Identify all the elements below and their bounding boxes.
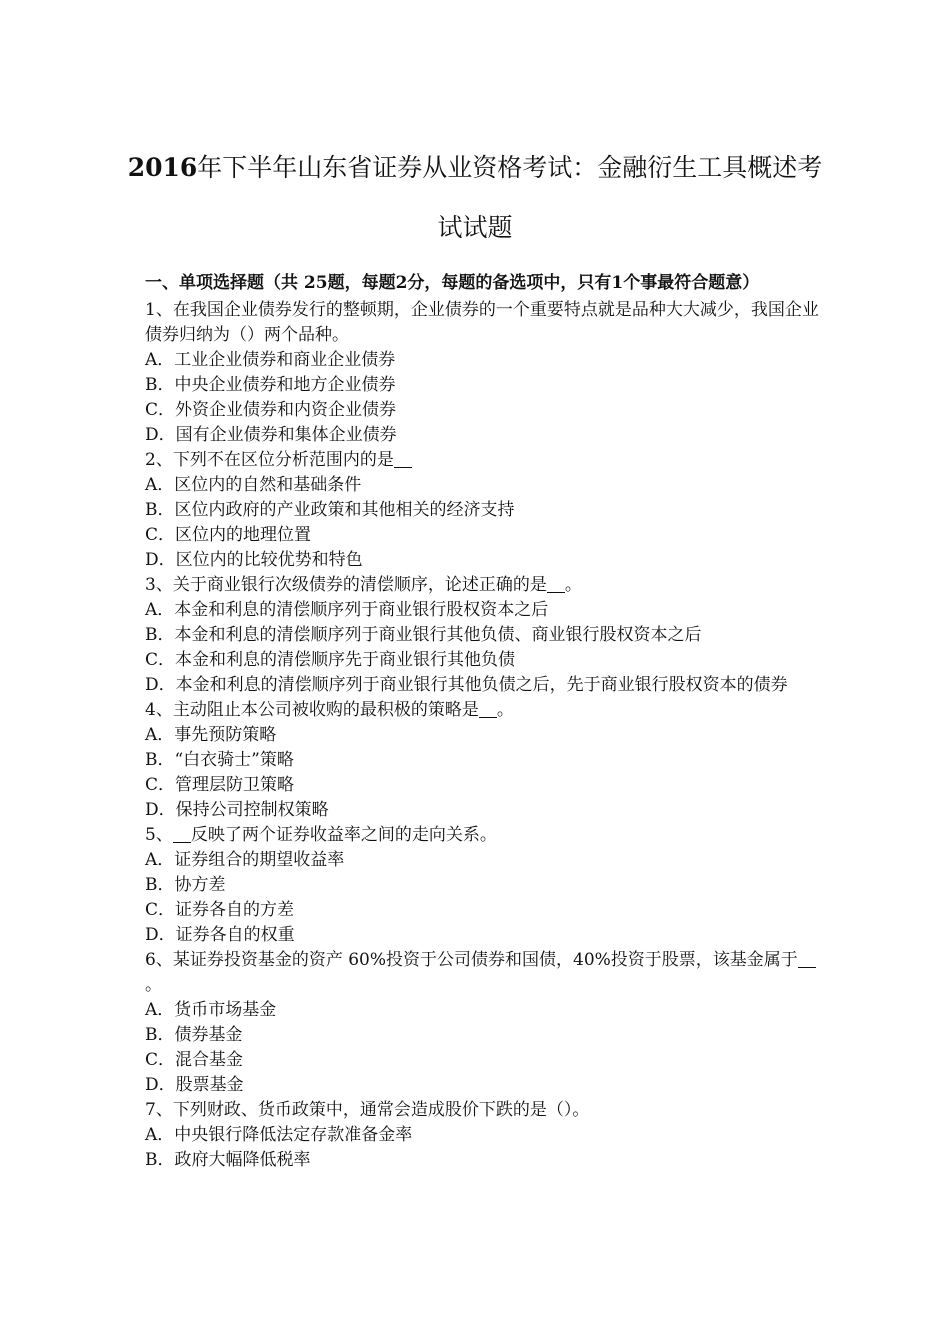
question-stem: 4、主动阻止本公司被收购的最积极的策略是 。 — [145, 700, 514, 720]
answer-option: C．混合基金 — [145, 1050, 244, 1070]
question-list — [145, 298, 825, 1173]
answer-option: A．证券组合的期望收益率 — [145, 850, 345, 870]
question-stem: 5、 反映了两个证券收益率之间的走向关系。 — [145, 825, 497, 845]
question-stem: 1、在我国企业债券发行的整顿期，企业债券的一个重要特点就是品种大大减少，我国企业债券归纳为（）两个品种。 — [145, 300, 819, 345]
question-stem: 6、某证券投资基金的资产 60%投资于公司债券和国债，40%投资于股票，该基金属于。 — [145, 948, 825, 998]
question-stem: 7、下列财政、货币政策中，通常会造成股价下跌的是（）。 — [145, 1100, 590, 1120]
answer-blank — [479, 700, 497, 718]
document-title — [120, 138, 830, 258]
answer-blank — [173, 825, 191, 843]
answer-option: D．国有企业债券和集体企业债券 — [145, 425, 397, 445]
answer-option: B．中央企业债券和地方企业债券 — [145, 375, 396, 395]
answer-option: A．本金和利息的清偿顺序列于商业银行股权资本之后 — [145, 600, 549, 620]
answer-option: C．本金和利息的清偿顺序先于商业银行其他负债 — [145, 650, 516, 670]
answer-option: A．工业企业债券和商业企业债券 — [145, 350, 396, 370]
section-heading: 一、单项选择题（共 25题，每题2分，每题的备选项中，只有1个事最符合题意） — [145, 273, 760, 293]
answer-blank — [394, 450, 412, 468]
answer-option: B．债券基金 — [145, 1025, 243, 1045]
answer-option: C．区位内的地理位置 — [145, 525, 312, 545]
answer-blank — [547, 575, 565, 593]
answer-option: C．外资企业债券和内资企业债券 — [145, 400, 397, 420]
answer-option: D．股票基金 — [145, 1075, 244, 1095]
answer-option: C．管理层防卫策略 — [145, 775, 295, 795]
answer-option: A．货币市场基金 — [145, 1000, 277, 1020]
title-year: 2016 — [127, 153, 198, 182]
answer-blank — [798, 950, 816, 968]
answer-option: C．证券各自的方差 — [145, 900, 295, 920]
answer-option: A．中央银行降低法定存款准备金率 — [145, 1125, 413, 1145]
answer-option: B．协方差 — [145, 875, 226, 895]
question-stem: 2、下列不在区位分析范围内的是 — [145, 448, 825, 473]
answer-option: B．本金和利息的清偿顺序列于商业银行其他负债、商业银行股权资本之后 — [145, 625, 702, 645]
answer-option: D．保持公司控制权策略 — [145, 800, 329, 820]
answer-option: D．区位内的比较优势和特色 — [145, 550, 363, 570]
answer-option: B．“白衣骑士”策略 — [145, 750, 294, 770]
answer-option: A．事先预防策略 — [145, 725, 277, 745]
answer-option: B．区位内政府的产业政策和其他相关的经济支持 — [145, 500, 515, 520]
answer-option: A．区位内的自然和基础条件 — [145, 475, 362, 495]
answer-option: D．证券各自的权重 — [145, 925, 295, 945]
document-body — [145, 271, 825, 1173]
answer-option: D．本金和利息的清偿顺序列于商业银行其他负债之后，先于商业银行股权资本的债券 — [145, 675, 788, 695]
question-stem: 3、关于商业银行次级债券的清偿顺序，论述正确的是 。 — [145, 575, 582, 595]
title-text: 年下半年山东省证券从业资格考试：金融衍生工具概述考试试题 — [197, 153, 823, 242]
answer-option: B．政府大幅降低税率 — [145, 1150, 311, 1170]
